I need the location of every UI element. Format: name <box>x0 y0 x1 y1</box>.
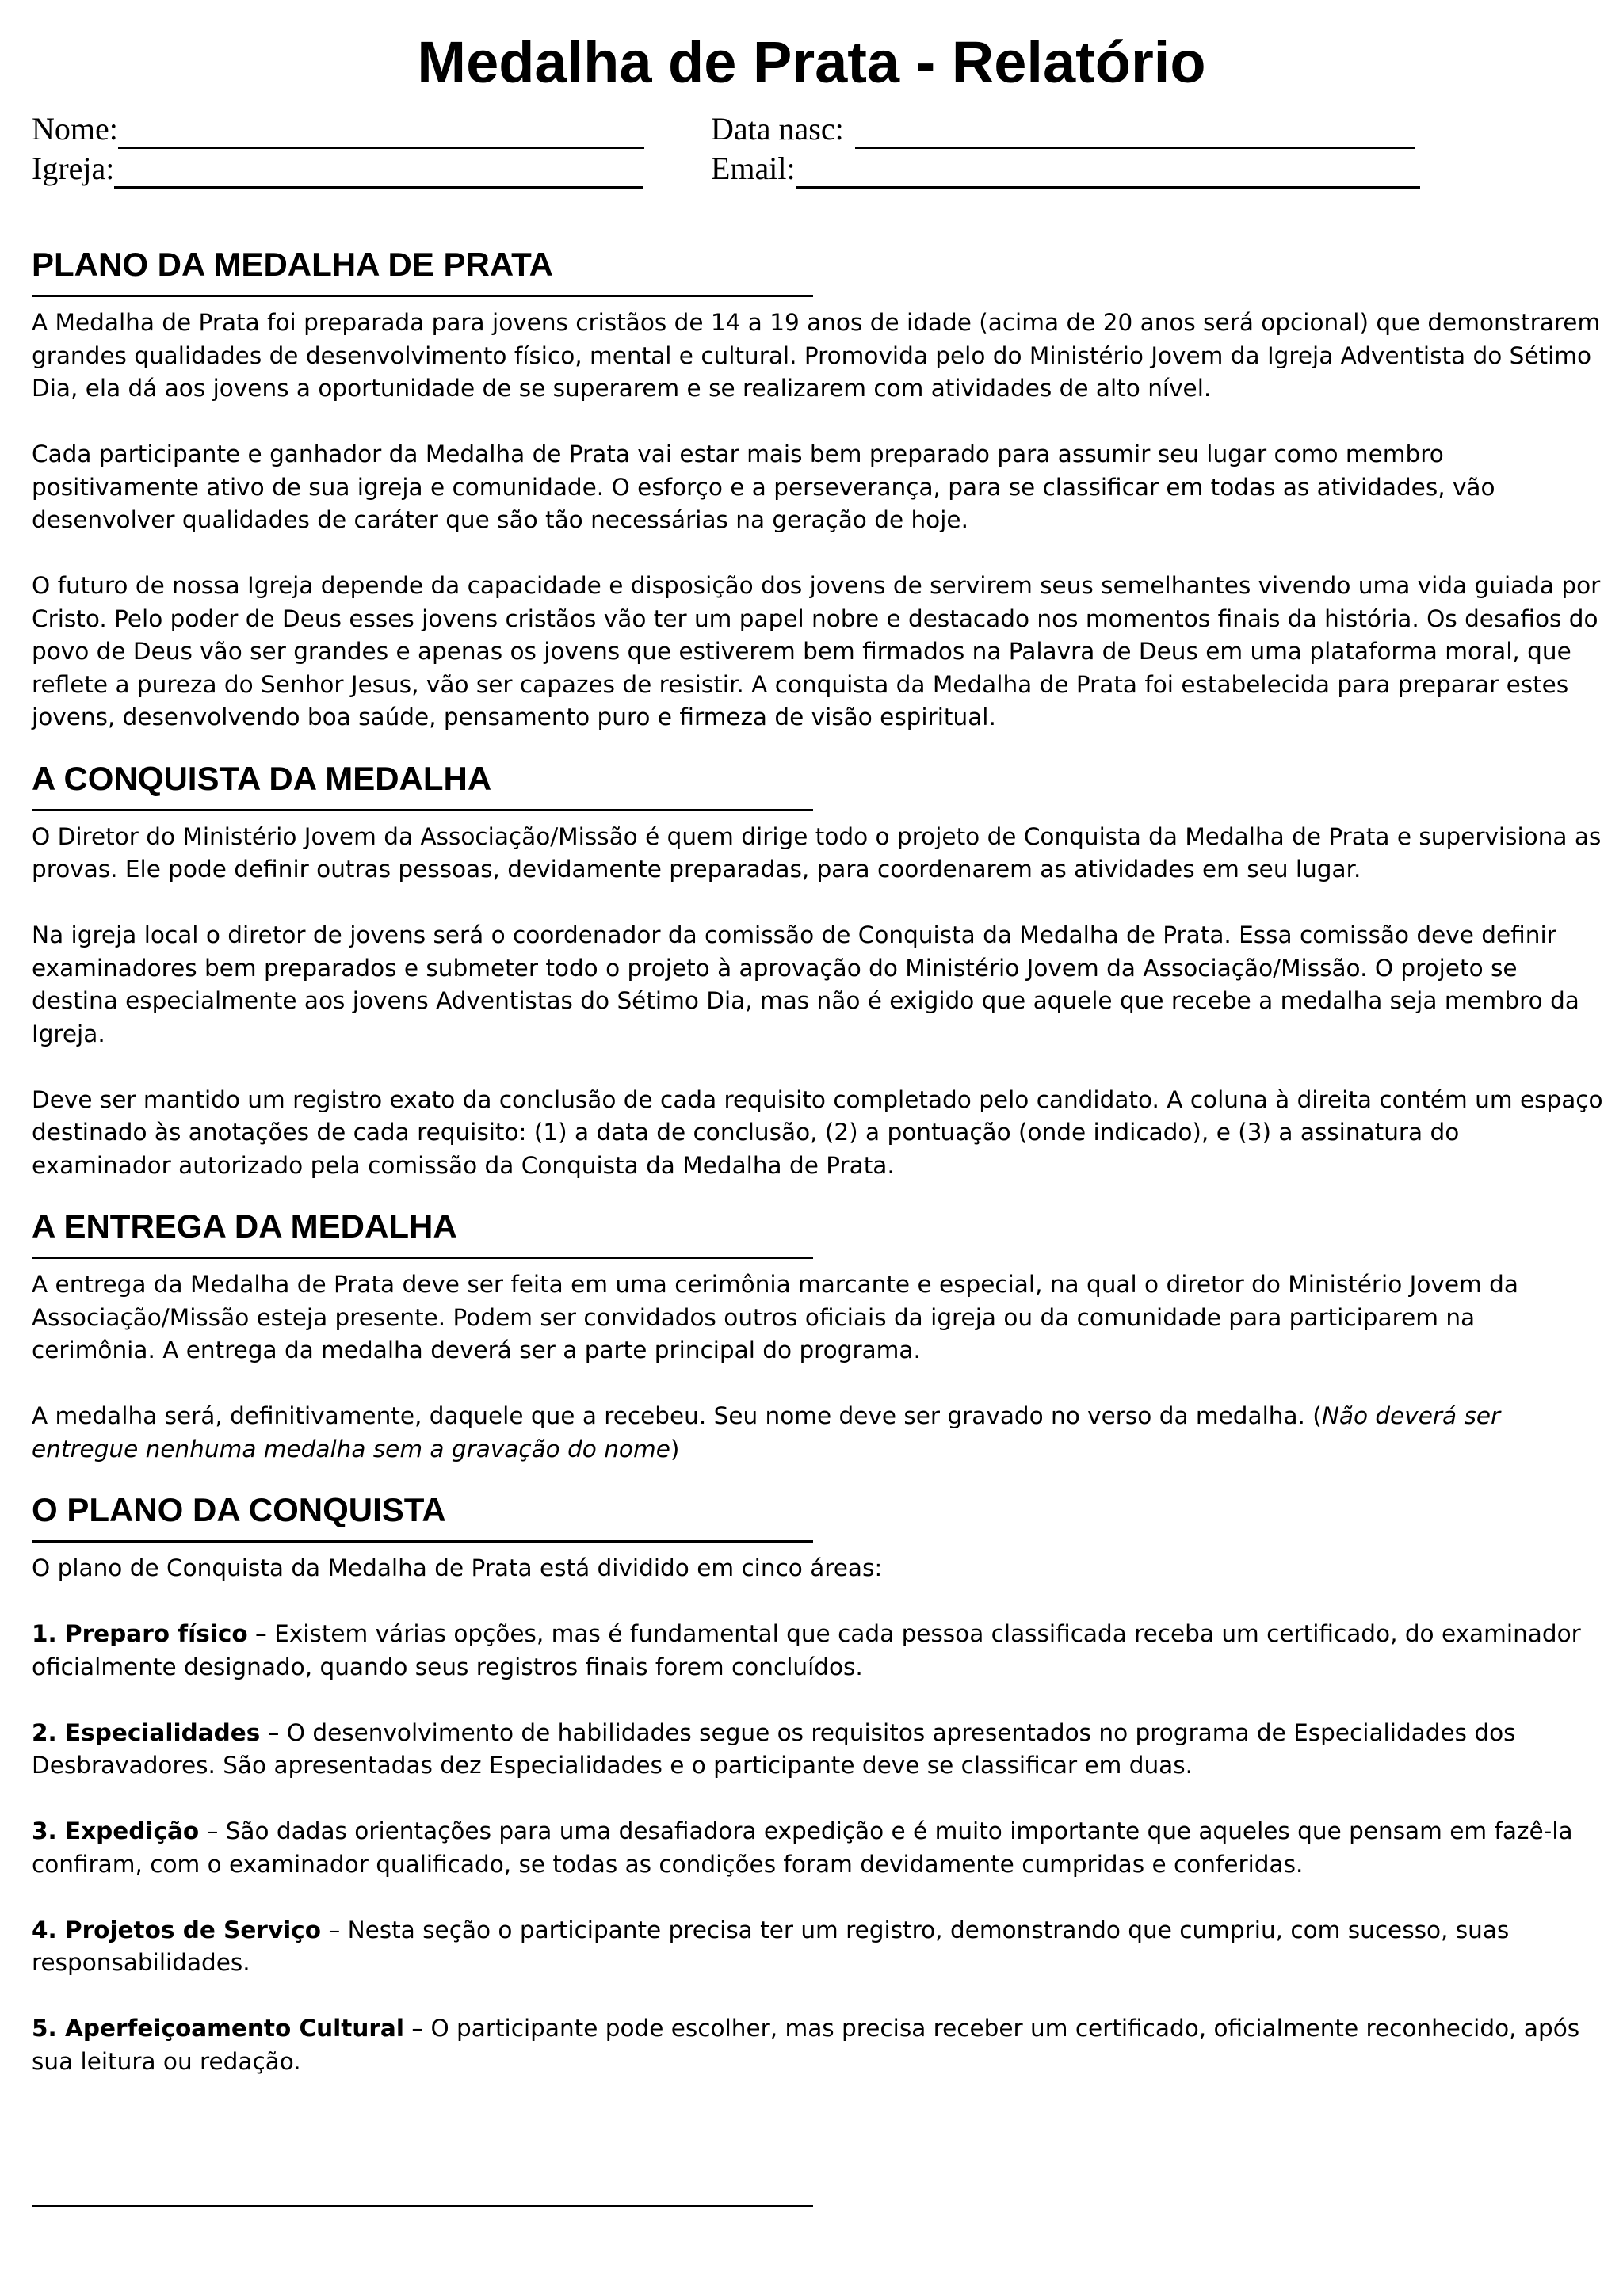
section-heading: A CONQUISTA DA MEDALHA <box>32 759 492 797</box>
list-item <box>32 1717 1604 1783</box>
list-item-text: – O participante pode escolher, mas precisa receber um certificado, oficialmente reconhecido, após sua leitura ou redação. <box>32 2015 1580 2075</box>
paragraph: A Medalha de Prata foi preparada para jovens cristãos de 14 a 19 anos de idade (acima de 20 anos será opcional) que demonstrarem grandes qualidades de desenvolvimento físico, mental e cultural. Promovida pelo do Ministério Jovem da Igreja Adventista do Sétimo Dia, ela dá aos jovens a oportunidade de se superarem e se realizarem com atividades de alto nível. <box>32 309 1601 402</box>
list-item-title: 2. Especialidades <box>32 1718 261 1746</box>
nome-blank-line <box>118 116 644 149</box>
list-item <box>32 1618 1604 1684</box>
nome-field <box>32 109 644 149</box>
igreja-label: Igreja: <box>32 151 115 186</box>
form-row-1 <box>32 109 1601 149</box>
igreja-blank-line <box>114 156 643 189</box>
section-heading: O PLANO DA CONQUISTA <box>32 1491 446 1528</box>
footer-rule <box>32 2205 813 2207</box>
section-entrega-medalha <box>32 1204 1604 1466</box>
page-title: Medalha de Prata - Relatório <box>417 29 1206 95</box>
section-conquista-medalha <box>32 757 1604 1183</box>
paragraph: Na igreja local o diretor de jovens será o coordenador da comissão de Conquista da Medalha de Prata. Essa comissão deve definir examinadores bem preparados e submeter todo o projeto à aprovação do Ministério Jovem da Associação/Missão. O projeto se destina especialmente aos jovens Adventistas do Sétimo Dia, mas não é exigido que aquele que recebe a medalha seja membro da Igreja. <box>32 921 1579 1047</box>
heading-underline <box>32 295 813 297</box>
list-item-title: 1. Preparo físico <box>32 1620 248 1647</box>
list-item-text: – São dadas orientações para uma desafiadora expedição e é muito importante que aqueles que pensam em fazê-la confiram, com o examinador qualificado, se todas as condições foram devidamente cumpridas e conferidas. <box>32 1817 1573 1878</box>
list-item-text: – Nesta seção o participante precisa ter um registro, demonstrando que cumpriu, com sucesso, suas responsabilidades. <box>32 1916 1510 1976</box>
paragraph: Cada participante e ganhador da Medalha de Prata vai estar mais bem preparado para assumir seu lugar como membro positivamente ativo de sua igreja e comunidade. O esforço e a perseverança, para se classificar em todas as atividades, vão desenvolver qualidades de caráter que são tão necessárias na geração de hoje. <box>32 441 1495 533</box>
data-nasc-label: Data nasc: <box>711 111 844 147</box>
list-item <box>32 2012 1604 2078</box>
section-heading: A ENTREGA DA MEDALHA <box>32 1207 457 1245</box>
paragraph-close: ) <box>670 1435 680 1463</box>
heading-underline <box>32 1257 813 1259</box>
heading-underline <box>32 809 813 811</box>
paragraph: Deve ser mantido um registro exato da conclusão de cada requisito completado pelo candidato. A coluna à direita contém um espaço destinado às anotações de cada requisito: (1) a data de conclusão, (2) a pontuação (onde indicado), e (3) a assinatura do examinador autorizado pela comissão da Conquista da Medalha de Prata. <box>32 1085 1603 1179</box>
list-item-title: 5. Aperfeiçoamento Cultural <box>32 2015 404 2042</box>
form-row-2 <box>32 149 1601 189</box>
section-plano-medalha <box>32 242 1604 734</box>
email-blank-line <box>796 156 1420 189</box>
list-item-text: – Existem várias opções, mas é fundamental que cada pessoa classificada receba um certificado, do examinador oficialmente designado, quando seus registros finais forem concluídos. <box>32 1620 1581 1680</box>
heading-underline <box>32 1540 813 1543</box>
paragraph: A entrega da Medalha de Prata deve ser feita em uma cerimônia marcante e especial, na qual o diretor do Ministério Jovem da Associação/Missão esteja presente. Podem ser convidados outros oficiais da igreja ou da comunidade para participarem na cerimônia. A entrega da medalha deverá ser a parte principal do programa. <box>32 1271 1518 1363</box>
document-body <box>32 242 1604 2111</box>
email-field <box>711 149 1420 189</box>
paragraph-text: A medalha será, definitivamente, daquele que a recebeu. Seu nome deve ser gravado no verso da medalha. ( <box>32 1402 1322 1429</box>
section-heading: PLANO DA MEDALHA DE PRATA <box>32 246 553 283</box>
section-plano-conquista <box>32 1488 1604 2078</box>
paragraph: O plano de Conquista da Medalha de Prata está dividido em cinco áreas: <box>32 1554 883 1581</box>
data-nasc-blank-line <box>855 116 1415 149</box>
igreja-field <box>32 149 643 189</box>
paragraph <box>32 1400 1604 1466</box>
list-item-text: – O desenvolvimento de habilidades segue os requisitos apresentados no programa de Especialidades dos Desbravadores. São apresentadas dez Especialidades e o participante deve se classificar em duas. <box>32 1718 1516 1779</box>
email-label: Email: <box>711 151 796 186</box>
paragraph: O Diretor do Ministério Jovem da Associação/Missão é quem dirige todo o projeto de Conquista da Medalha de Prata e supervisiona as provas. Ele pode definir outras pessoas, devidamente preparadas, para coordenarem as atividades em seu lugar. <box>32 822 1602 883</box>
paragraph: O futuro de nossa Igreja depende da capacidade e disposição dos jovens de servirem seus semelhantes vivendo uma vida guiada por Cristo. Pelo poder de Deus esses jovens cristãos vão ter um papel nobre e destacado nos momentos finais da história. Os desafios do povo de Deus vão ser grandes e apenas os jovens que estiverem bem firmados na Palavra de Deus em uma plataforma moral, que reflete a pureza do Senhor Jesus, vão ser capazes de resistir. A conquista da Medalha de Prata foi estabelecida para preparar estes jovens, desenvolvendo boa saúde, pensamento puro e firmeza de visão espiritual. <box>32 572 1601 730</box>
data-nasc-field <box>711 109 1415 149</box>
paragraph-italic-note: Não deverá ser entregue nenhuma medalha sem a gravação do nome <box>32 1402 1501 1463</box>
list-item-title: 4. Projetos de Serviço <box>32 1916 322 1943</box>
list-item-title: 3. Expedição <box>32 1817 200 1844</box>
list-item <box>32 1815 1604 1881</box>
nome-label: Nome: <box>32 111 118 147</box>
list-item <box>32 1914 1604 1980</box>
